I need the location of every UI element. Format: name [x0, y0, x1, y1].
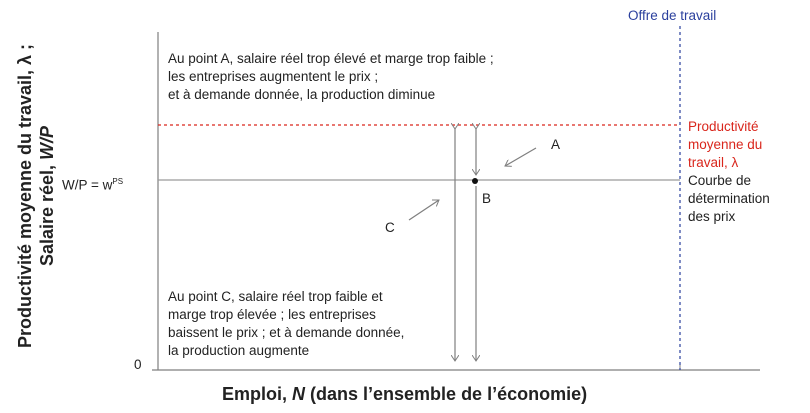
tick-wage-superscript: PS: [112, 177, 124, 186]
labor-supply-label: Offre de travail: [628, 8, 717, 23]
productivity-label: [688, 118, 770, 226]
y-axis-label-line2: Salaire réel, W/P: [37, 125, 57, 267]
point-b-marker: [472, 178, 478, 184]
note-point-c: [168, 288, 404, 360]
y-axis-label-line1: Productivité moyenne du travail, λ ;: [15, 43, 35, 349]
point-a-label: A: [551, 137, 561, 152]
note-c-line: marge trop élevée ; les entreprises: [168, 307, 376, 322]
price-curve-label-line1: Courbe de: [688, 173, 752, 188]
note-a-line: les entreprises augmentent le prix ;: [168, 69, 379, 84]
point-b-label: B: [482, 191, 492, 206]
tick-zero: 0: [134, 357, 142, 372]
productivity-label-line3: travail, λ: [688, 155, 739, 170]
productivity-label-line1: Productivité: [688, 119, 759, 134]
productivity-label-line2: moyenne du: [688, 137, 763, 152]
price-curve-label-line2: détermination: [688, 191, 770, 206]
note-a-line: et à demande donnée, la production diminue: [168, 87, 436, 102]
note-a-line: Au point A, salaire réel trop élevé et marge trop faible ;: [168, 51, 494, 66]
note-c-line: baissent le prix ; et à demande donnée,: [168, 325, 405, 340]
pointer-a: [505, 148, 536, 166]
note-c-line: la production augmente: [168, 343, 310, 358]
pointer-c: [409, 200, 439, 220]
price-curve-label-line3: des prix: [688, 209, 736, 224]
x-axis-label: Emploi, N (dans l’ensemble de l’économie): [222, 384, 588, 404]
y-axis-label: [14, 44, 58, 348]
note-point-a: [168, 50, 494, 104]
tick-wage: $W/P = w^{PS}$: [62, 177, 124, 193]
point-c-label: C: [385, 220, 395, 235]
note-c-line: Au point C, salaire réel trop faible et: [168, 289, 383, 304]
italic-symbol: N: [292, 384, 306, 404]
italic-symbol: W/P: [37, 125, 57, 160]
